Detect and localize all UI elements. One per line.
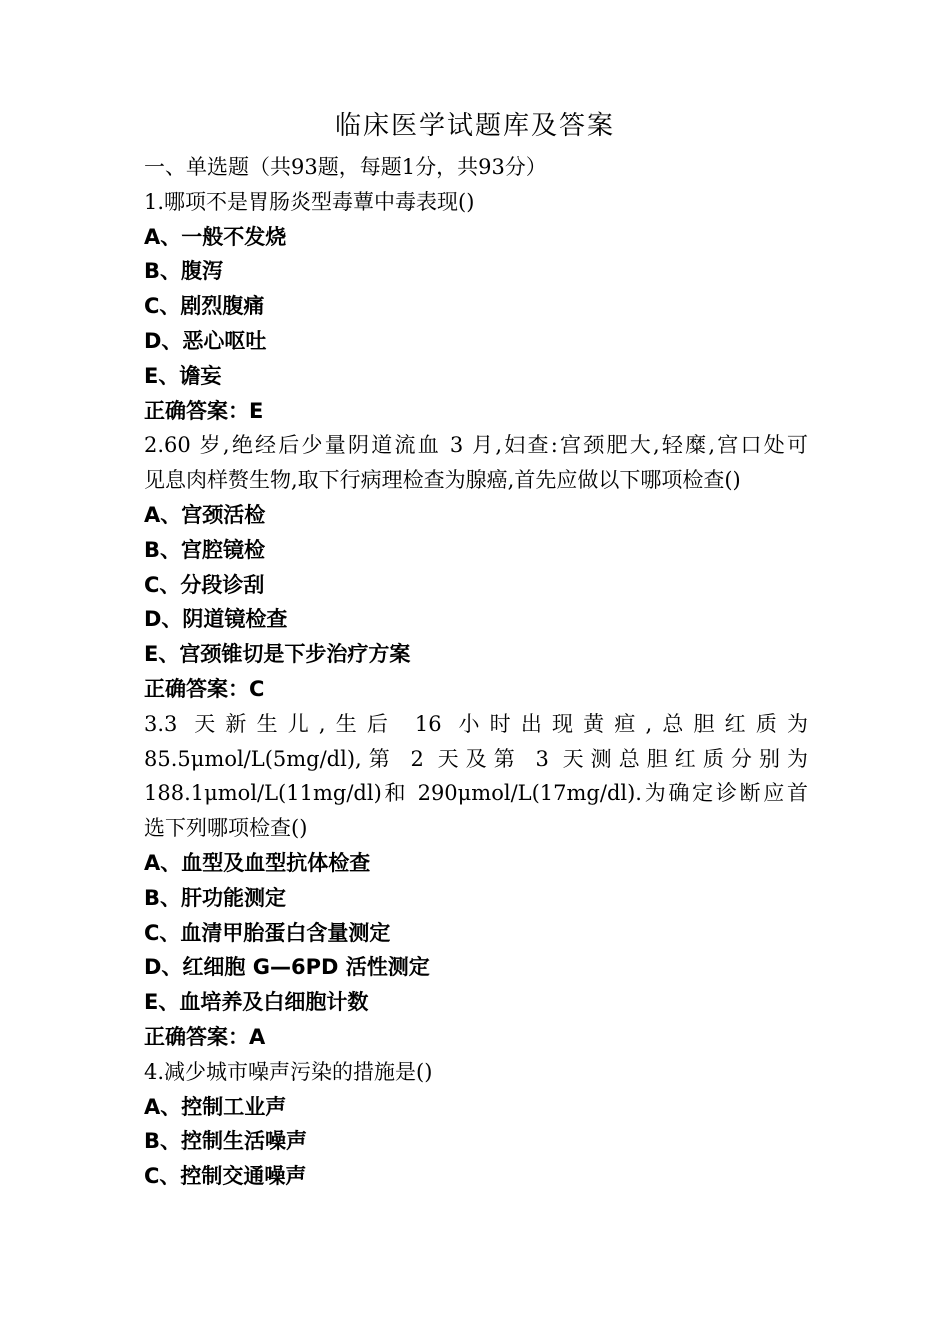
question-stem: 1.哪项不是胃肠炎型毒蕈中毒表现()	[144, 189, 475, 214]
question-block	[144, 1055, 808, 1194]
answer-option: C、血清甲胎蛋白含量测定	[144, 920, 391, 945]
answer-option: C、剧烈腹痛	[144, 294, 265, 319]
answer-option: C、控制交通噪声	[144, 1164, 307, 1189]
answer-option: A、血型及血型抗体检查	[144, 850, 371, 875]
document-body	[144, 150, 808, 1194]
answer-option: D、阴道镜检查	[144, 607, 288, 632]
question-stem-line: 见息肉样赘生物,取下行病理检查为腺癌,首先应做以下哪项检查()	[144, 468, 741, 493]
correct-answer: 正确答案：A	[144, 1024, 266, 1049]
page-title: 临床医学试题库及答案	[334, 111, 615, 141]
question-stem-line: 85.5μmol/L(5mg/dl),第 2 天及第 3 天测总胆红质分别为	[144, 746, 808, 771]
correct-answer: 正确答案：C	[144, 676, 265, 701]
question-block	[144, 707, 808, 1055]
answer-option: A、一般不发烧	[144, 224, 287, 249]
answer-option: D、恶心呕吐	[144, 328, 267, 353]
answer-option: B、宫腔镜检	[144, 537, 266, 562]
answer-option: E、宫颈锥切是下步治疗方案	[144, 642, 411, 667]
answer-option: E、谵妄	[144, 363, 222, 388]
question-stem-line: 3.3 天新生儿,生后 16 小时出现黄疸,总胆红质为	[144, 711, 808, 736]
answer-option: C、分段诊刮	[144, 572, 265, 597]
answer-option: A、宫颈活检	[144, 502, 266, 527]
section-heading: 一、单选题（共93题，每题1分，共93分）	[144, 155, 547, 179]
question-stem-line: 188.1μmol/L(11mg/dl)和 290μmol/L(17mg/dl).为确定诊断应首	[144, 781, 808, 806]
question-stem-line: 2.60 岁,绝经后少量阴道流血 3 月,妇查:宫颈肥大,轻糜,宫口处可	[144, 433, 808, 458]
question-block	[144, 185, 808, 429]
answer-option: D、红细胞 G—6PD 活性测定	[144, 955, 430, 980]
correct-answer: 正确答案：E	[144, 398, 264, 423]
question-block	[144, 428, 808, 706]
answer-option: A、控制工业声	[144, 1094, 287, 1119]
question-stem: 4.减少城市噪声污染的措施是()	[144, 1059, 433, 1084]
question-stem-line: 选下列哪项检查()	[144, 816, 308, 841]
answer-option: B、肝功能测定	[144, 885, 287, 910]
answer-option: B、控制生活噪声	[144, 1129, 308, 1154]
answer-option: E、血培养及白细胞计数	[144, 990, 369, 1015]
answer-option: B、腹泻	[144, 259, 224, 284]
